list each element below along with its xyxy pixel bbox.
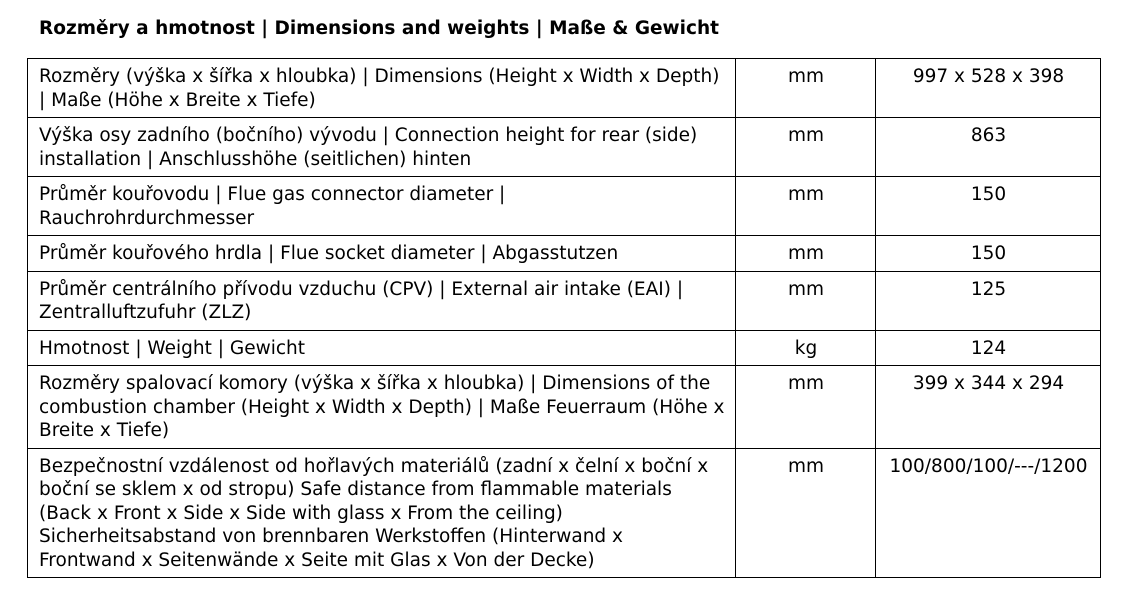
table-row [28,366,1101,449]
row-unit: mm [736,118,876,177]
row-value: 100/800/100/---/1200 [876,448,1101,578]
row-value: 399 x 344 x 294 [876,366,1101,449]
row-label: Výška osy zadního (bočního) vývodu | Connection height for rear (side) installation | Anschlusshöhe (seitlichen) hinten [28,118,736,177]
table-row [28,448,1101,578]
row-label: Průměr centrálního přívodu vzduchu (CPV) | External air intake (EAI) | Zentralluftzufuhr (ZLZ) [28,271,736,330]
row-label: Rozměry (výška x šířka x hloubka) | Dimensions (Height x Width x Depth) | Maße (Höhe x Breite x Tiefe) [28,59,736,118]
row-label: Hmotnost | Weight | Gewicht [28,330,736,366]
table-row [28,177,1101,236]
row-value: 997 x 528 x 398 [876,59,1101,118]
row-unit: mm [736,271,876,330]
table-row [28,236,1101,272]
row-value: 124 [876,330,1101,366]
row-value: 125 [876,271,1101,330]
row-value: 150 [876,236,1101,272]
table-row [28,118,1101,177]
row-value: 863 [876,118,1101,177]
section-title: Rozměry a hmotnost | Dimensions and weights | Maße & Gewicht [39,18,719,39]
row-label: Bezpečnostní vzdálenost od hořlavých materiálů (zadní x čelní x boční x boční se sklem x od stropu) Safe distance from flammable materials (Back x Front x Side x Side with glass x From the ceiling) Sicherheitsabstand von brennbaren Werkstoffen (Hinterwand x Frontwand x Seitenwände x Seite mit Glas x Von der Decke) [28,448,736,578]
row-label: Průměr kouřovodu | Flue gas connector diameter | Rauchrohrdurchmesser [28,177,736,236]
row-value: 150 [876,177,1101,236]
row-unit: mm [736,448,876,578]
table-row [28,330,1101,366]
dimensions-table [27,58,1101,578]
row-label: Průměr kouřového hrdla | Flue socket diameter | Abgasstutzen [28,236,736,272]
row-unit: mm [736,236,876,272]
table-row [28,59,1101,118]
row-unit: mm [736,59,876,118]
row-unit: kg [736,330,876,366]
row-unit: mm [736,177,876,236]
row-unit: mm [736,366,876,449]
row-label: Rozměry spalovací komory (výška x šířka x hloubka) | Dimensions of the combustion chamber (Height x Width x Depth) | Maße Feuerraum (Höhe x Breite x Tiefe) [28,366,736,449]
table-row [28,271,1101,330]
